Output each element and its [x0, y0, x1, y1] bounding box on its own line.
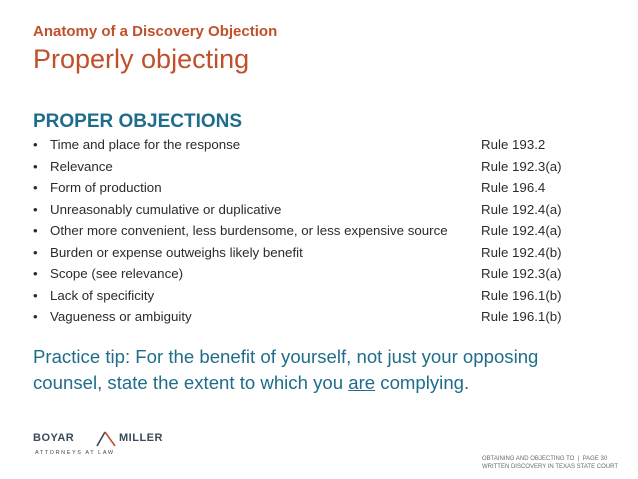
- rule-reference: Rule 193.2: [481, 137, 546, 152]
- bullet-icon: •: [33, 180, 38, 195]
- slide-title: Properly objecting: [33, 44, 250, 74]
- bullet-icon: •: [33, 137, 38, 152]
- logo-mark-icon: [95, 431, 117, 447]
- slide-footer: OBTAINING AND OBJECTING TO | PAGE 30 WRITTEN DISCOVERY IN TEXAS STATE COURT: [481, 456, 618, 470]
- objection-text: Vagueness or ambiguity: [50, 309, 192, 324]
- rule-reference: Rule 192.4(a): [481, 223, 562, 238]
- objection-text: Relevance: [50, 158, 113, 174]
- rule-reference: Rule 196.4: [481, 180, 546, 195]
- footer-line1: OBTAINING AND OBJECTING TO: [481, 456, 575, 462]
- footer-page: PAGE 30: [582, 456, 608, 462]
- bullet-icon: •: [33, 201, 38, 217]
- objection-text: Lack of specificity: [50, 287, 155, 303]
- objection-row: [33, 263, 593, 285]
- practice-tip: [33, 344, 593, 396]
- objection-text: Burden or expense outweighs likely benefit: [50, 244, 303, 260]
- rule-reference: Rule 192.3(a): [481, 158, 562, 174]
- objection-row: [33, 199, 593, 221]
- objection-row: [33, 156, 593, 178]
- objection-row: [33, 177, 593, 199]
- section-heading: PROPER OBJECTIONS: [33, 111, 243, 132]
- firm-logo: [33, 432, 203, 464]
- bullet-icon: •: [33, 287, 38, 303]
- rule-reference: Rule 196.1(b): [481, 309, 562, 324]
- objection-text: Form of production: [50, 180, 162, 195]
- tip-text-after: complying.: [375, 372, 470, 393]
- objection-row: [33, 242, 593, 264]
- logo-word-right: MILLER: [119, 432, 163, 444]
- bullet-icon: •: [33, 266, 38, 281]
- bullet-icon: •: [33, 158, 38, 174]
- rule-reference: Rule 192.4(a): [481, 201, 562, 217]
- objection-text: Time and place for the response: [50, 137, 241, 152]
- objection-text: Unreasonably cumulative or duplicative: [50, 201, 282, 217]
- rule-reference: Rule 192.3(a): [481, 266, 562, 281]
- bullet-icon: •: [33, 223, 38, 238]
- tip-text-before: Practice tip: For the benefit of yourself, not just your opposing counsel, state the extent to which you: [33, 346, 539, 393]
- objection-list: [33, 134, 593, 328]
- objection-text: Scope (see relevance): [50, 266, 184, 281]
- objection-text: Other more convenient, less burdensome, or less expensive source: [50, 223, 448, 238]
- slide-supertitle: Anatomy of a Discovery Objection: [33, 23, 278, 40]
- rule-reference: Rule 192.4(b): [481, 244, 562, 260]
- logo-tagline: ATTORNEYS AT LAW: [35, 450, 115, 456]
- objection-row: [33, 306, 593, 328]
- bullet-icon: •: [33, 309, 38, 324]
- footer-line2: WRITTEN DISCOVERY IN TEXAS STATE COURT: [481, 464, 618, 470]
- objection-row: [33, 220, 593, 242]
- objection-row: [33, 285, 593, 307]
- logo-word-left: BOYAR: [33, 432, 75, 444]
- bullet-icon: •: [33, 244, 38, 260]
- tip-text-underlined: are: [348, 372, 376, 393]
- objection-row: [33, 134, 593, 156]
- rule-reference: Rule 196.1(b): [481, 287, 562, 303]
